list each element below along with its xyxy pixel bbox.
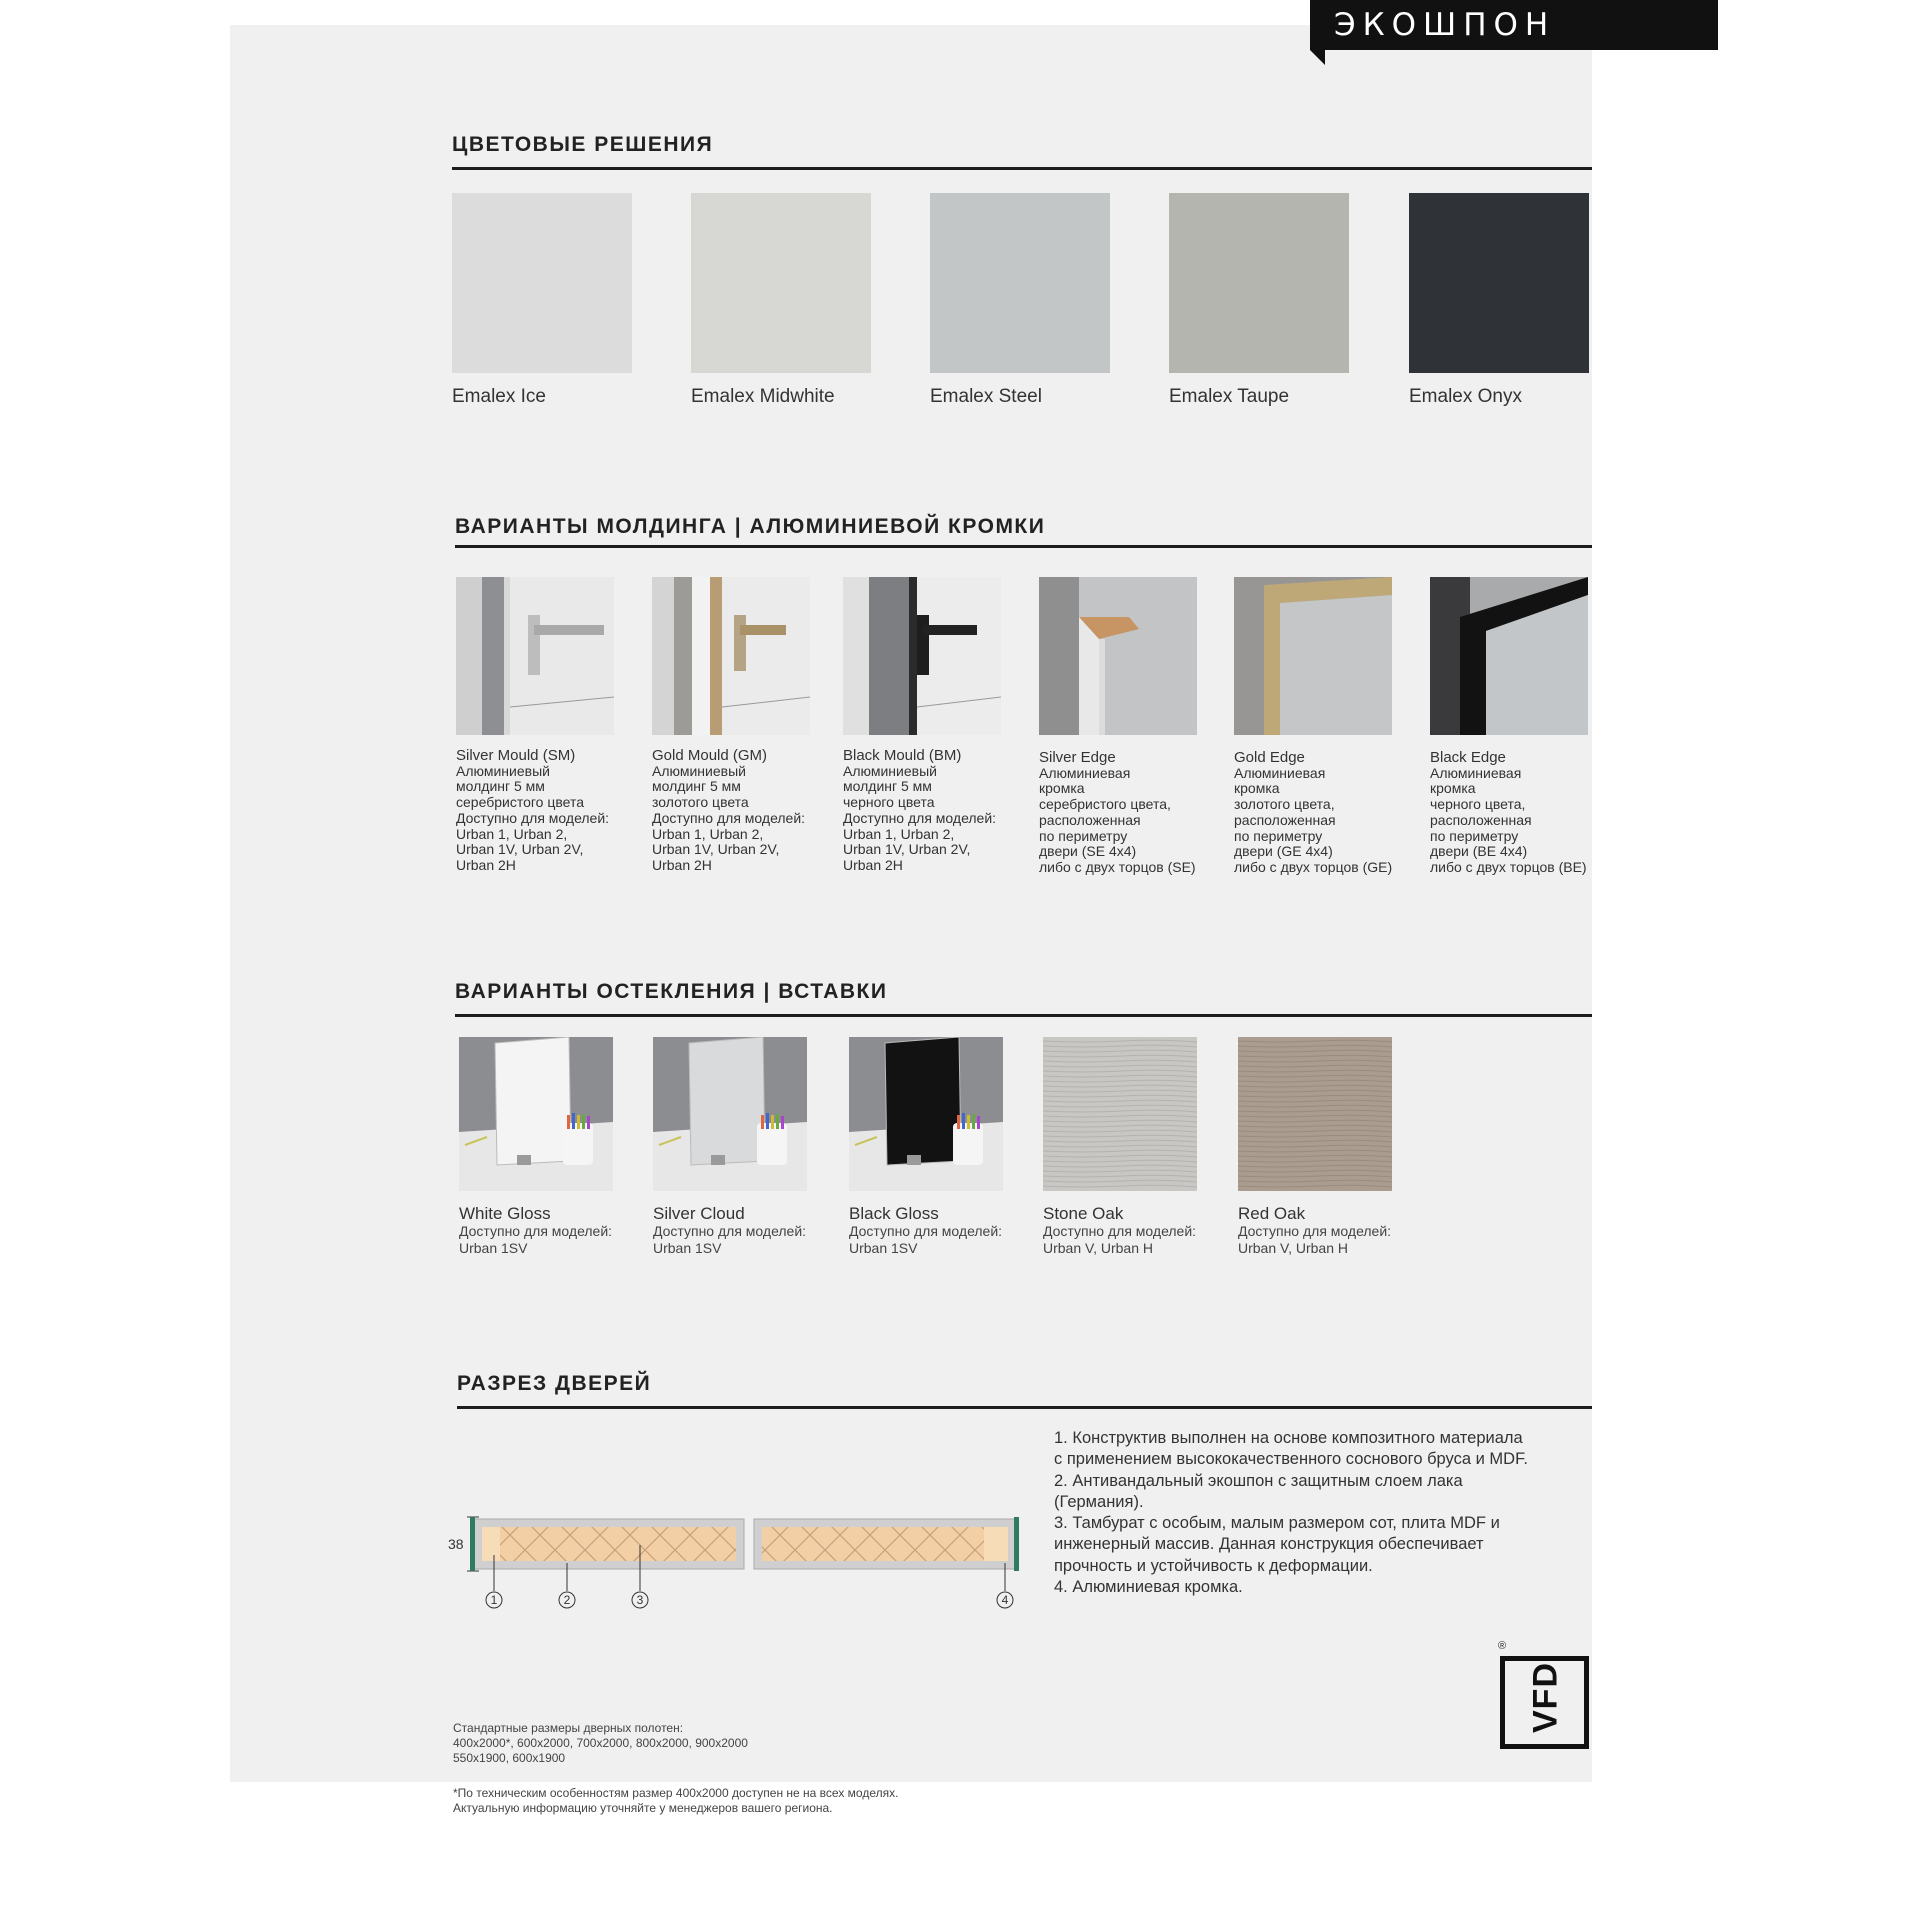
- note-3: 3. Тамбурат с особым, малым размером сот, плита MDF и инженерный массив. Данная конструкция обеспечивает прочность и устойчивость к деформации.: [1054, 1514, 1500, 1575]
- note-4: 4. Алюминиевая кромка.: [1054, 1578, 1243, 1597]
- logo-text: VFD: [1526, 1662, 1565, 1733]
- marker-4: 4: [1001, 1593, 1009, 1607]
- glazing-availability: Urban 1SV: [459, 1240, 528, 1256]
- glass-sample-thumbnail: [849, 1037, 1003, 1191]
- molding-description: Алюминиевый молдинг 5 мм золотого цвета Доступно для моделей: Urban 1, Urban 2, Urban 1V, Urban 2V, Urban 2H: [652, 762, 806, 873]
- glazing-name: White Gloss: [459, 1204, 551, 1223]
- glass-sample-thumbnail: [653, 1037, 807, 1191]
- glazing-availability: Доступно для моделей:: [459, 1223, 613, 1239]
- category-tag: ЭКОШПОН: [1310, 0, 1718, 50]
- marker-3: 3: [636, 1593, 644, 1607]
- footnote-line-2: Актуальную информацию уточняйте у менеджеров вашего региона.: [453, 1801, 833, 1815]
- glazing-availability: Urban 1SV: [849, 1240, 918, 1256]
- marker-1: 1: [490, 1593, 498, 1607]
- black-edge-thumbnail: [1430, 577, 1588, 735]
- door-cross-section-diagram: [420, 1505, 1030, 1625]
- molding-description: Алюминиевая кромка золотого цвета, расположенная по периметру двери (GE 4x4) либо с двух торцов (GE): [1234, 764, 1393, 875]
- note-1: 1. Конструктив выполнен на основе композитного материала с применением высококачественного соснового бруса и MDF.: [1054, 1429, 1528, 1469]
- glazing-name: Black Gloss: [849, 1204, 939, 1223]
- footnote-line-1: *По техническим особенностям размер 400x2000 доступен не на всех моделях.: [453, 1786, 899, 1800]
- dimension-label: 38: [448, 1536, 464, 1552]
- silver-edge-thumbnail: [1039, 577, 1197, 735]
- color-swatch-label: Emalex Ice: [452, 386, 546, 407]
- molding-caption: [456, 748, 609, 874]
- glazing-caption: [653, 1204, 806, 1257]
- sizes-label: Стандартные размеры дверных полотен:: [453, 1721, 684, 1735]
- color-swatch-label: Emalex Onyx: [1409, 386, 1522, 407]
- glazing-caption: [849, 1204, 1002, 1257]
- glazing-name: Silver Cloud: [653, 1204, 745, 1223]
- vfd-logo: [1498, 1640, 1590, 1748]
- black-mould-thumbnail: [843, 577, 1001, 735]
- molding-name: Silver Mould (SM): [456, 747, 576, 764]
- molding-name: Gold Mould (GM): [652, 747, 768, 764]
- molding-caption: [652, 748, 805, 874]
- glazing-availability: Urban V, Urban H: [1238, 1240, 1348, 1256]
- glass-sample-thumbnail: [459, 1037, 613, 1191]
- glazing-name: Red Oak: [1238, 1204, 1306, 1223]
- molding-description: Алюминиевый молдинг 5 мм черного цвета Доступно для моделей: Urban 1, Urban 2, Urban 1V, Urban 2V, Urban 2H: [843, 762, 997, 873]
- note-2: 2. Антивандальный экошпон с защитным слоем лака (Германия).: [1054, 1471, 1463, 1511]
- color-swatch: [1169, 193, 1349, 373]
- glazing-availability: Urban V, Urban H: [1043, 1240, 1153, 1256]
- section-rule: [457, 1406, 1592, 1409]
- marker-2: 2: [563, 1593, 571, 1607]
- colors-rule: [452, 167, 1592, 170]
- molding-rule: [455, 545, 1592, 548]
- molding-name: Black Mould (BM): [843, 747, 962, 764]
- section-heading: РАЗРЕЗ ДВЕРЕЙ: [457, 1372, 652, 1395]
- glazing-availability: Urban 1SV: [653, 1240, 722, 1256]
- glazing-rule: [455, 1014, 1592, 1017]
- glazing-availability: Доступно для моделей:: [653, 1223, 807, 1239]
- registered-mark: ®: [1498, 1640, 1507, 1652]
- sizes-line-2: 550x1900, 600x1900: [453, 1751, 566, 1765]
- molding-heading: ВАРИАНТЫ МОЛДИНГА | АЛЮМИНИЕВОЙ КРОМКИ: [455, 515, 1046, 538]
- gold-mould-thumbnail: [652, 577, 810, 735]
- molding-description: Алюминиевый молдинг 5 мм серебристого цвета Доступно для моделей: Urban 1, Urban 2, Urban 1V, Urban 2V, Urban 2H: [456, 762, 610, 873]
- sizes-line-1: 400x2000*, 600x2000, 700x2000, 800x2000, 900x2000: [453, 1736, 748, 1750]
- wood-sample-thumbnail: [1043, 1037, 1197, 1191]
- color-swatch: [930, 193, 1110, 373]
- color-swatch: [691, 193, 871, 373]
- color-swatch: [1409, 193, 1589, 373]
- molding-name: Silver Edge: [1039, 749, 1116, 766]
- color-swatch-label: Emalex Midwhite: [691, 386, 835, 407]
- color-swatch-label: Emalex Steel: [930, 386, 1042, 407]
- glazing-availability: Доступно для моделей:: [1238, 1223, 1392, 1239]
- molding-caption: [1234, 750, 1392, 876]
- color-swatch: [452, 193, 632, 373]
- glazing-caption: [1238, 1204, 1391, 1257]
- molding-caption: [1039, 750, 1196, 876]
- gold-edge-thumbnail: [1234, 577, 1392, 735]
- glazing-caption: [459, 1204, 612, 1257]
- glazing-availability: Доступно для моделей:: [1043, 1223, 1197, 1239]
- glazing-availability: Доступно для моделей:: [849, 1223, 1003, 1239]
- standard-sizes: [453, 1721, 748, 1766]
- glazing-name: Stone Oak: [1043, 1204, 1124, 1223]
- footnote: [453, 1786, 898, 1816]
- molding-description: Алюминиевая кромка черного цвета, расположенная по периметру двери (BE 4x4) либо с двух торцов (BE): [1430, 764, 1587, 875]
- glazing-caption: [1043, 1204, 1196, 1257]
- molding-description: Алюминиевая кромка серебристого цвета, расположенная по периметру двери (SE 4x4) либо с двух торцов (SE): [1039, 764, 1196, 875]
- silver-mould-thumbnail: [456, 577, 614, 735]
- glazing-heading: ВАРИАНТЫ ОСТЕКЛЕНИЯ | ВСТАВКИ: [455, 980, 888, 1003]
- wood-sample-thumbnail: [1238, 1037, 1392, 1191]
- molding-caption: [843, 748, 996, 874]
- color-swatch-label: Emalex Taupe: [1169, 386, 1290, 407]
- molding-name: Gold Edge: [1234, 749, 1305, 766]
- section-notes: [1054, 1428, 1534, 1598]
- molding-caption: [1430, 750, 1587, 876]
- colors-heading: ЦВЕТОВЫЕ РЕШЕНИЯ: [452, 133, 714, 156]
- molding-name: Black Edge: [1430, 749, 1506, 766]
